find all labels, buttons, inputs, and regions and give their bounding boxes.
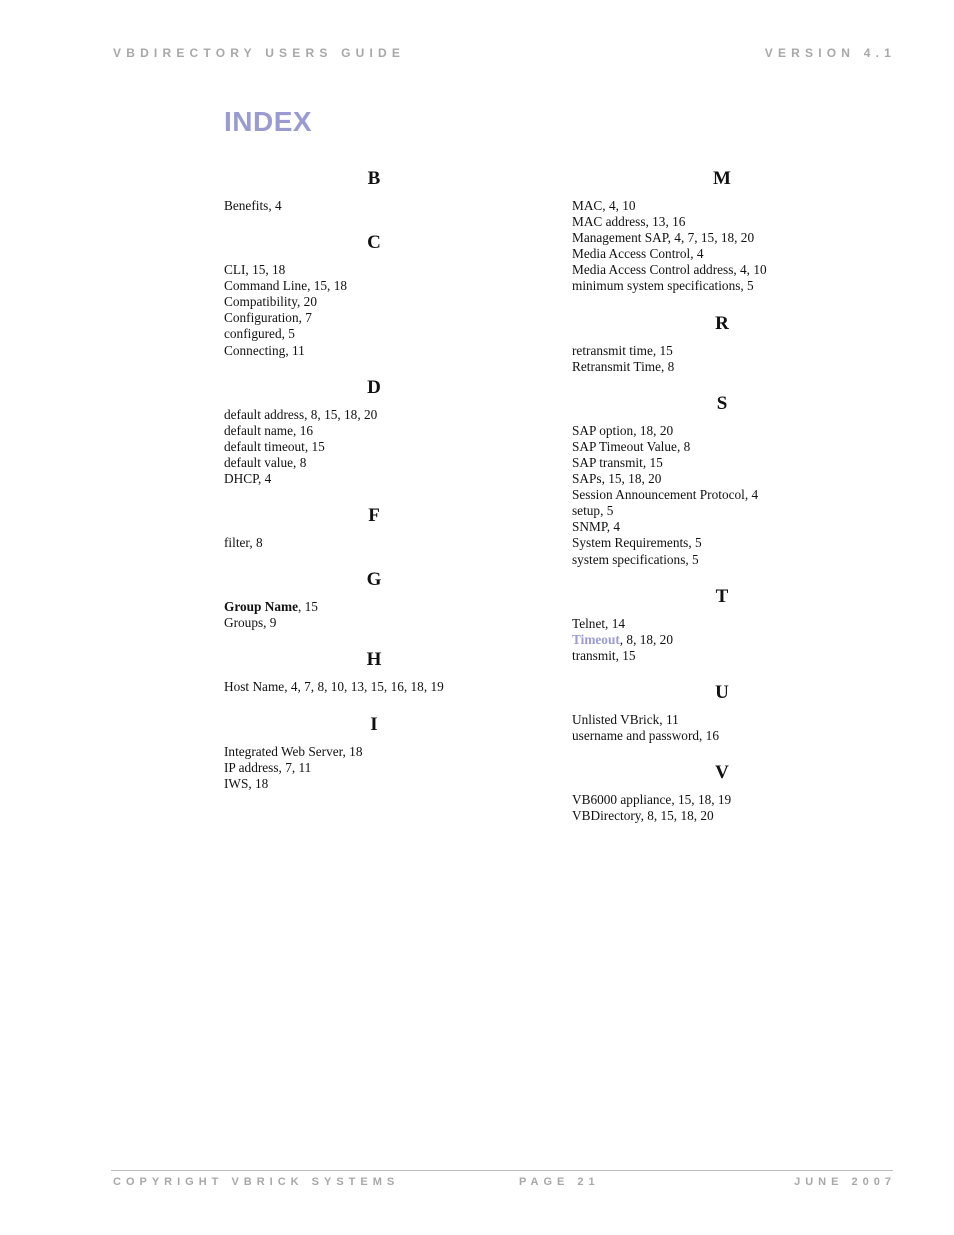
index-section-u (572, 682, 872, 744)
index-pages: , 15, 18 (307, 278, 347, 294)
index-pages: , 15, 18 (245, 262, 286, 278)
header-title: VBDIRECTORY USERS GUIDE (113, 46, 406, 60)
section-letter: U (715, 681, 729, 703)
index-term: SAP Timeout Value (572, 438, 677, 454)
index-term: Media Access Control address (572, 262, 734, 278)
index-pages: , 8, 15, 18, 20 (640, 808, 714, 824)
index-entry (572, 262, 872, 278)
index-entry (572, 552, 872, 568)
index-section-v (572, 762, 872, 824)
index-term: IWS (224, 775, 249, 791)
index-pages: , 15 (615, 647, 636, 663)
index-term: default value (224, 454, 294, 470)
index-section-m (572, 168, 872, 295)
index-term: system specifications (572, 551, 686, 567)
header-version: VERSION 4.1 (764, 46, 896, 60)
index-entry (224, 471, 524, 487)
index-term-link[interactable]: Timeout (572, 631, 620, 647)
section-letter: C (367, 232, 381, 254)
page-title: INDEX (224, 106, 313, 137)
footer-copyright: COPYRIGHT VBRICK SYSTEMS (113, 1176, 400, 1188)
index-pages: , 8, 18, 20 (619, 631, 673, 647)
index-term: Benefits (224, 198, 269, 213)
index-entry (572, 808, 872, 824)
index-pages: , 4 (690, 246, 704, 262)
index-entry (572, 712, 872, 728)
index-term: Configuration (224, 310, 299, 326)
index-entry (224, 439, 524, 455)
index-pages: , 15, 18, 19 (671, 792, 732, 808)
index-term: Media Access Control (572, 246, 691, 262)
index-pages: , 4, 10 (602, 198, 636, 213)
index-entry (224, 535, 524, 551)
index-term: VBDirectory (572, 808, 641, 824)
index-term: Retransmit Time (572, 358, 662, 374)
index-pages: , 8 (293, 454, 307, 470)
index-pages: , 5 (600, 503, 614, 519)
index-entry (572, 198, 872, 214)
footer-date: JUNE 2007 (794, 1176, 896, 1188)
section-letter: I (370, 713, 378, 735)
index-pages: , 18 (342, 743, 363, 759)
index-section-b (224, 168, 524, 214)
index-pages: , 15 (298, 599, 318, 615)
index-entry (224, 599, 524, 615)
index-pages: , 15, 18, 20 (601, 471, 662, 487)
index-pages: , 4 (606, 519, 621, 535)
index-term: Integrated Web Server (224, 743, 343, 759)
index-term: Command Line (224, 278, 308, 294)
index-term: SAP option (572, 422, 634, 438)
index-entry (224, 423, 524, 439)
index-pages: , 15 (642, 454, 663, 470)
index-pages: , 4, 10 (733, 262, 767, 278)
index-pages: , 8, 15, 18, 20 (304, 406, 378, 422)
index-entry (572, 359, 872, 375)
index-entry (572, 648, 872, 664)
index-term: Telnet (572, 615, 606, 631)
index-entry (572, 230, 872, 246)
index-entry (572, 423, 872, 439)
index-term: DHCP (224, 471, 258, 487)
index-entry (572, 246, 872, 262)
index-term: transmit (572, 647, 616, 663)
index-pages: , 5 (281, 326, 295, 342)
index-term: username and password (572, 727, 700, 743)
index-term: CLI (224, 262, 246, 278)
index-entry (572, 455, 872, 471)
index-entry (224, 615, 524, 631)
index-section-h (224, 649, 524, 695)
index-section-d (224, 377, 524, 487)
index-column-left (224, 168, 524, 810)
index-section-i (224, 714, 524, 792)
index-pages: , 9 (263, 615, 277, 631)
section-letter: B (367, 168, 381, 189)
index-term: configured (224, 326, 282, 342)
index-entry (224, 776, 524, 792)
index-term: Host Name (224, 679, 285, 695)
index-pages: , 11 (285, 342, 305, 358)
index-pages: , 4 (258, 471, 272, 487)
index-pages: , 15 (304, 438, 325, 454)
index-entry (572, 503, 872, 519)
index-term: Unlisted VBrick (572, 711, 660, 727)
index-term: System Requirements (572, 535, 689, 551)
index-entry (572, 792, 872, 808)
section-letter: V (715, 762, 729, 784)
index-section-f (224, 505, 524, 551)
section-letter: S (716, 392, 728, 414)
index-term: retransmit time (572, 342, 653, 358)
index-term: Connecting (224, 342, 286, 358)
index-term: default name (224, 422, 294, 438)
index-pages: , 18, 20 (633, 422, 674, 438)
index-pages: , 15 (652, 342, 673, 358)
index-entry (572, 632, 872, 648)
index-pages: , 20 (297, 294, 317, 310)
index-section-c (224, 232, 524, 359)
index-entry (572, 728, 872, 744)
index-entry (224, 198, 524, 214)
index-term: SAP transmit (572, 454, 643, 470)
section-letter: D (367, 376, 381, 398)
index-section-g (224, 569, 524, 631)
index-column-right (572, 168, 872, 842)
index-pages: , 5 (685, 551, 699, 567)
index-pages: , 7, 11 (278, 759, 312, 775)
index-term: Compatibility (224, 294, 298, 310)
index-term: filter (224, 535, 250, 551)
index-pages: , 16 (293, 422, 313, 438)
index-term: SNMP (572, 519, 607, 535)
index-section-r (572, 313, 872, 375)
index-term: MAC address (572, 214, 646, 230)
section-letter: H (366, 649, 382, 671)
index-entry (224, 760, 524, 776)
index-term: Session Announcement Protocol (572, 487, 745, 503)
index-entry (572, 343, 872, 359)
index-pages: , 14 (605, 615, 625, 631)
index-entry (572, 439, 872, 455)
index-entry (572, 487, 872, 503)
section-letter: T (715, 585, 729, 607)
index-pages: , 16 (699, 727, 719, 743)
index-term: Groups (224, 615, 264, 631)
index-pages: , 11 (659, 711, 679, 727)
index-pages: , 4, 7, 15, 18, 20 (667, 230, 755, 246)
index-term: Management SAP (572, 230, 668, 246)
index-term: minimum system specifications (572, 278, 741, 294)
index-term: SAPs (572, 471, 602, 487)
section-letter: G (366, 569, 382, 591)
footer-divider (111, 1170, 893, 1171)
index-entry (572, 278, 872, 294)
index-section-s (572, 393, 872, 568)
index-term: default address (224, 406, 305, 422)
index-pages: , 5 (740, 278, 754, 294)
index-entry (224, 326, 524, 342)
index-pages: , 18 (248, 775, 269, 791)
index-entry (224, 310, 524, 326)
index-term: default timeout (224, 438, 305, 454)
index-entry (572, 214, 872, 230)
index-term: Group Name (224, 599, 298, 615)
index-pages: , 8 (249, 535, 263, 551)
index-pages: , 4, 7, 8, 10, 13, 15, 16, 18, 19 (284, 679, 444, 695)
section-letter: R (715, 312, 729, 334)
index-pages: , 4 (744, 487, 759, 503)
index-entry (224, 278, 524, 294)
index-pages: , 8 (661, 358, 675, 374)
index-entry (224, 455, 524, 471)
index-section-t (572, 586, 872, 664)
index-pages: , 13, 16 (645, 214, 686, 230)
index-entry (572, 519, 872, 535)
index-entry (224, 407, 524, 423)
index-entry (224, 262, 524, 278)
index-pages: , 4 (268, 198, 282, 213)
index-entry (224, 679, 524, 695)
index-term: IP address (224, 759, 279, 775)
index-entry (572, 616, 872, 632)
index-term: VB6000 appliance (572, 792, 672, 808)
index-pages: , 5 (688, 535, 702, 551)
footer-page-number: PAGE 21 (519, 1176, 600, 1188)
index-entry (224, 294, 524, 310)
index-term: setup (572, 503, 601, 519)
index-pages: , 7 (298, 310, 312, 326)
index-entry (224, 343, 524, 359)
index-entry (572, 471, 872, 487)
section-letter: F (368, 505, 380, 527)
section-letter: M (713, 168, 731, 189)
index-pages: , 8 (676, 438, 691, 454)
index-entry (572, 535, 872, 551)
index-entry (224, 744, 524, 760)
index-term: MAC (572, 198, 603, 213)
